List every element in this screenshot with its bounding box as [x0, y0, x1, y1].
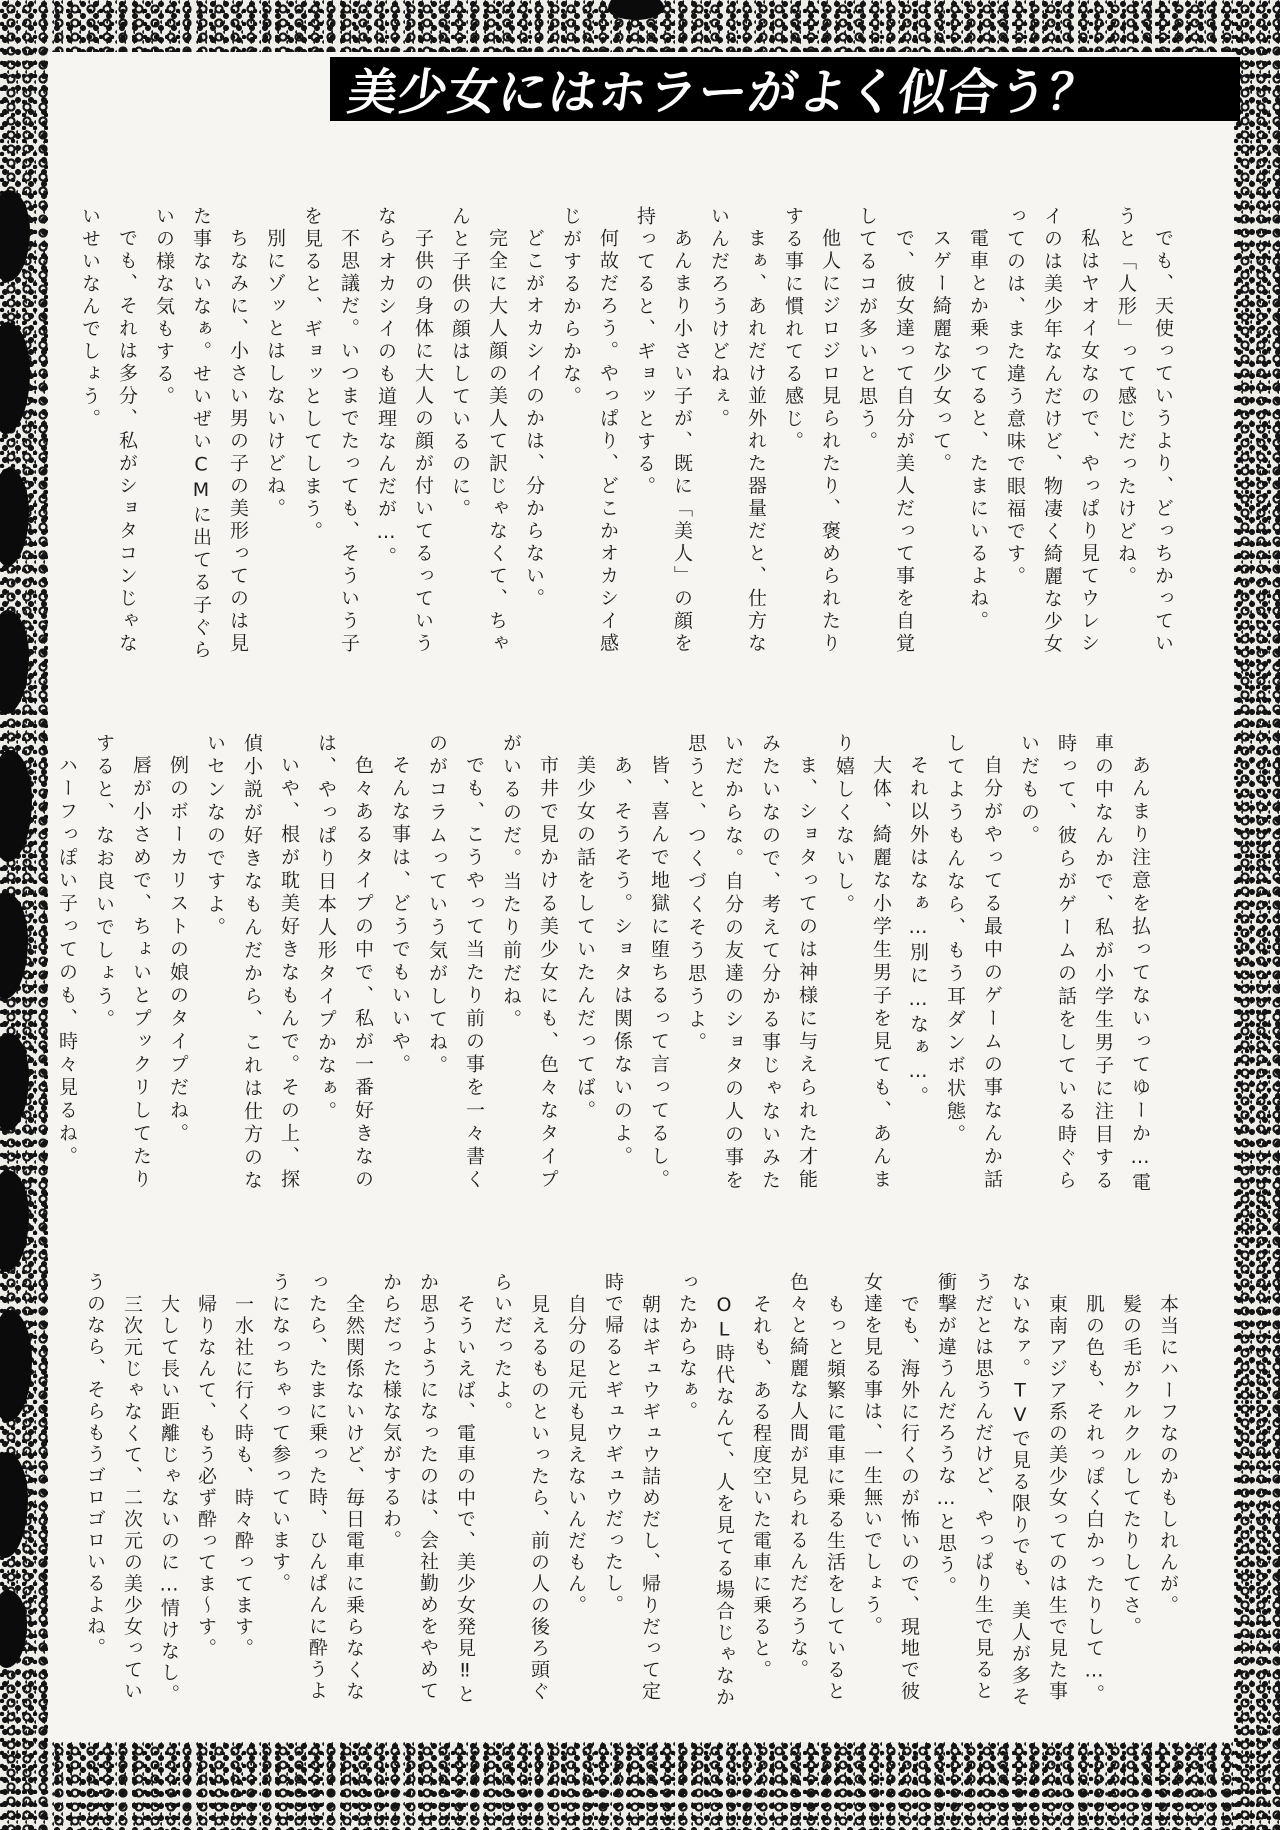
text-column: 電車とか乗ってると、たまにいるよね。 [967, 228, 989, 633]
text-column: いだからな。自分の友達のショタの人の事を [722, 733, 744, 1193]
text-column: それも、ある程度空いた電車に乗ると。 [750, 1294, 772, 1681]
text-column: で、彼女達って自分が美人だって事を自覚 [893, 228, 915, 656]
essay-section-1 [55, 206, 1181, 711]
text-column: いの様な気もする。 [153, 206, 175, 409]
text-column: でも、こうやって当たり前の事を一々書く [463, 755, 485, 1192]
text-column: 他人にジロジロ見られたり、褒められたり [819, 228, 841, 656]
text-column: ならオカシイのも道理なんだが…。 [375, 206, 397, 569]
text-column: あんまり小さい子が、既に「美人」の顔を [671, 228, 693, 656]
text-column: 時で帰るとギュウギュウだったし。 [602, 1272, 624, 1616]
title-bar [330, 57, 1240, 121]
text-column: 一水社に行く時も、時々酔ってます。 [232, 1294, 254, 1660]
text-column: 不思議だ。いつまでたっても、そういう子 [338, 228, 360, 656]
text-column: うのなら、そらもうゴロゴロいるよね。 [84, 1272, 106, 1659]
text-column: んと子供の顔はしているのに。 [449, 206, 471, 521]
text-column: ってのは、また違う意味で眼福です。 [1004, 206, 1026, 589]
text-column: それ以外はなぁ…別に…なぁ…。 [907, 755, 929, 1109]
text-column: でも、天使っていうより、どっちかってい [1152, 228, 1174, 656]
text-column: ったら、たまに乗った時、ひんぱんに酔うよ [306, 1272, 328, 1702]
text-column: ないなァ。TVで見る限りでも、美人が多そ [1009, 1272, 1031, 1708]
text-column: 別にゾッとはしないけどね。 [264, 228, 286, 521]
text-column: り嬉しくないし。 [833, 733, 855, 917]
text-column: 皆、喜んで地獄に堕ちるって言ってるし。 [648, 755, 670, 1192]
text-column: は、やっぱり日本人形タイプかなぁ。 [315, 733, 337, 1124]
text-column: イのは美少年なんだけど、物凄く綺麗な少女 [1041, 206, 1063, 656]
text-column: を見ると、ギョッとしてしまう。 [301, 206, 323, 544]
text-column: ま、ショタってのは神様に与えられた才能 [796, 755, 818, 1192]
text-column: でも、それは多分、私がショタコンじゃな [116, 228, 138, 656]
decorative-border-right [1234, 0, 1280, 1830]
text-column: してるコが多いと思う。 [856, 206, 878, 454]
text-column: 色々と綺麗な人間が見られるんだろうな。 [787, 1272, 809, 1681]
text-column: いや、根が耽美好きなもんで。その上、探 [278, 755, 300, 1192]
text-column: ハーフっぽい子ってのも、時々見るね。 [56, 755, 78, 1169]
essay-section-2 [48, 733, 1158, 1233]
text-column: 例のボーカリストの娘のタイプだね。 [167, 755, 189, 1146]
text-column: 思うと、つくづくそう思うよ。 [685, 733, 707, 1055]
text-column: 三次元じゃなくて、二次元の美少女ってい [121, 1294, 143, 1703]
text-column: た事ないなぁ。せいぜいCMに出てる子ぐら [190, 206, 212, 662]
text-column: 大して長い距離じゃないのに…情けなし。 [158, 1294, 180, 1706]
text-column: する事に慣れてる感じ。 [782, 206, 804, 454]
essay-section-3 [45, 1272, 1186, 1742]
text-column: 大体、綺麗な小学生男子を見ても、あんま [870, 755, 892, 1192]
text-column: 唇が小さめで、ちょいとプックリしてたり [130, 755, 152, 1192]
text-column: いせいなんでしょう。 [79, 206, 101, 431]
text-column: か思うようになったのは、会社勤めをやめて [417, 1272, 439, 1702]
text-column: じがするからかな。 [560, 206, 582, 409]
text-column: 持ってると、ギョッとする。 [634, 206, 656, 499]
text-column: 東南アジア系の美少女ってのは生で見た事 [1046, 1294, 1068, 1703]
text-column: してようもんなら、もう耳ダンボ状態。 [944, 733, 966, 1147]
text-column: そんな事は、どうでもいいや。 [389, 755, 411, 1077]
text-column: 本当にハーフなのかもしれんが。 [1157, 1294, 1179, 1617]
text-column: 車の中なんかで、私が小学生男子に注目する [1092, 733, 1114, 1193]
text-column: 自分がやってる最中のゲームの事なんか話 [981, 755, 1003, 1192]
text-column: どこがオカシイのかは、分からない。 [523, 228, 545, 611]
text-column: もっと頻繁に電車に乗る生活をしていると [824, 1294, 846, 1703]
text-column: 全然関係ないけど、毎日電車に乗らなくな [343, 1294, 365, 1703]
text-column: いだもの。 [1018, 733, 1040, 848]
decorative-border-bottom [0, 1742, 1280, 1830]
text-column: うだとは思うんだけど、やっぱり生で見ると [972, 1272, 994, 1702]
text-column: 何故だろう。やっぱり、どこかオカシイ感 [597, 228, 619, 656]
text-column: のがコラムっていう気がしてね。 [426, 733, 448, 1078]
text-column: いセンなのですよ。 [204, 733, 226, 940]
text-column: 女達を見る事は、一生無いでしょう。 [861, 1272, 883, 1638]
text-column: すると、なお良いでしょう。 [93, 733, 115, 1032]
text-column: みたいなので、考えて分かる事じゃないみた [759, 733, 781, 1193]
text-column: らいだったよ。 [491, 1272, 513, 1423]
text-column: うになっちゃって参っています。 [269, 1272, 291, 1595]
text-column: ったからなぁ。 [676, 1272, 698, 1423]
text-column: 色々あるタイプの中で、私が一番好きなの [352, 755, 374, 1192]
text-column: 見えるものといったら、前の人の後ろ頭ぐ [528, 1294, 550, 1703]
text-column: 衝撃が違うんだろうな…と思う。 [935, 1272, 957, 1598]
text-column: スゲー綺麗な少女って。 [930, 228, 952, 476]
text-column: 市井で見かける美少女にも、色々なタイプ [537, 755, 559, 1192]
text-column: 時って、彼らがゲームの話をしている時ぐら [1055, 733, 1077, 1193]
text-column: 髪の毛がクルクルしてたりしてさ。 [1120, 1294, 1142, 1638]
text-column: 肌の色も、それっぽく白かったりして…。 [1083, 1294, 1105, 1706]
text-column: いんだろうけどねぇ。 [708, 206, 730, 431]
text-column: 私はヤオイ女なので、やっぱり見てウレシ [1078, 228, 1100, 656]
text-column: うと「人形」って感じだったけどね。 [1115, 206, 1137, 589]
text-column: まぁ、あれだけ並外れた器量だと、仕方な [745, 228, 767, 656]
text-column: 帰りなんて、もう必ず酔ってま～す。 [195, 1294, 217, 1660]
text-column: 完全に大人顔の美人て訳じゃなくて、ちゃ [486, 228, 508, 656]
text-column: あ、そうそう。ショタは関係ないのよ。 [611, 755, 633, 1169]
text-column: ちなみに、小さい男の子の美形ってのは見 [227, 228, 249, 656]
text-column: そういえば、電車の中で、美少女発見‼と [454, 1294, 476, 1706]
text-column: 朝はギュウギュウ詰めだし、帰りだって定 [639, 1294, 661, 1703]
text-column: 美少女の話をしていたんだってば。 [574, 755, 596, 1123]
text-column: でも、海外に行くのが怖いので、現地で彼 [898, 1294, 920, 1703]
page-title: 美少女にはホラーがよく似合う？ [344, 64, 1103, 121]
text-column: OL時代なんて、人を見てる場合じゃなか [713, 1294, 735, 1709]
text-column: からだった様な気がするわ。 [380, 1272, 402, 1552]
text-column: 子供の身体に大人の顔が付いてるっていう [412, 228, 434, 656]
text-column: 偵小説が好きなもんだから、これは仕方のな [241, 733, 263, 1193]
text-column: 自分の足元も見えないんだもん。 [565, 1294, 587, 1617]
text-column: がいるのだ。当たり前だね。 [500, 733, 522, 1032]
text-column: あんまり注意を払ってないってゆーか…電 [1129, 755, 1151, 1195]
